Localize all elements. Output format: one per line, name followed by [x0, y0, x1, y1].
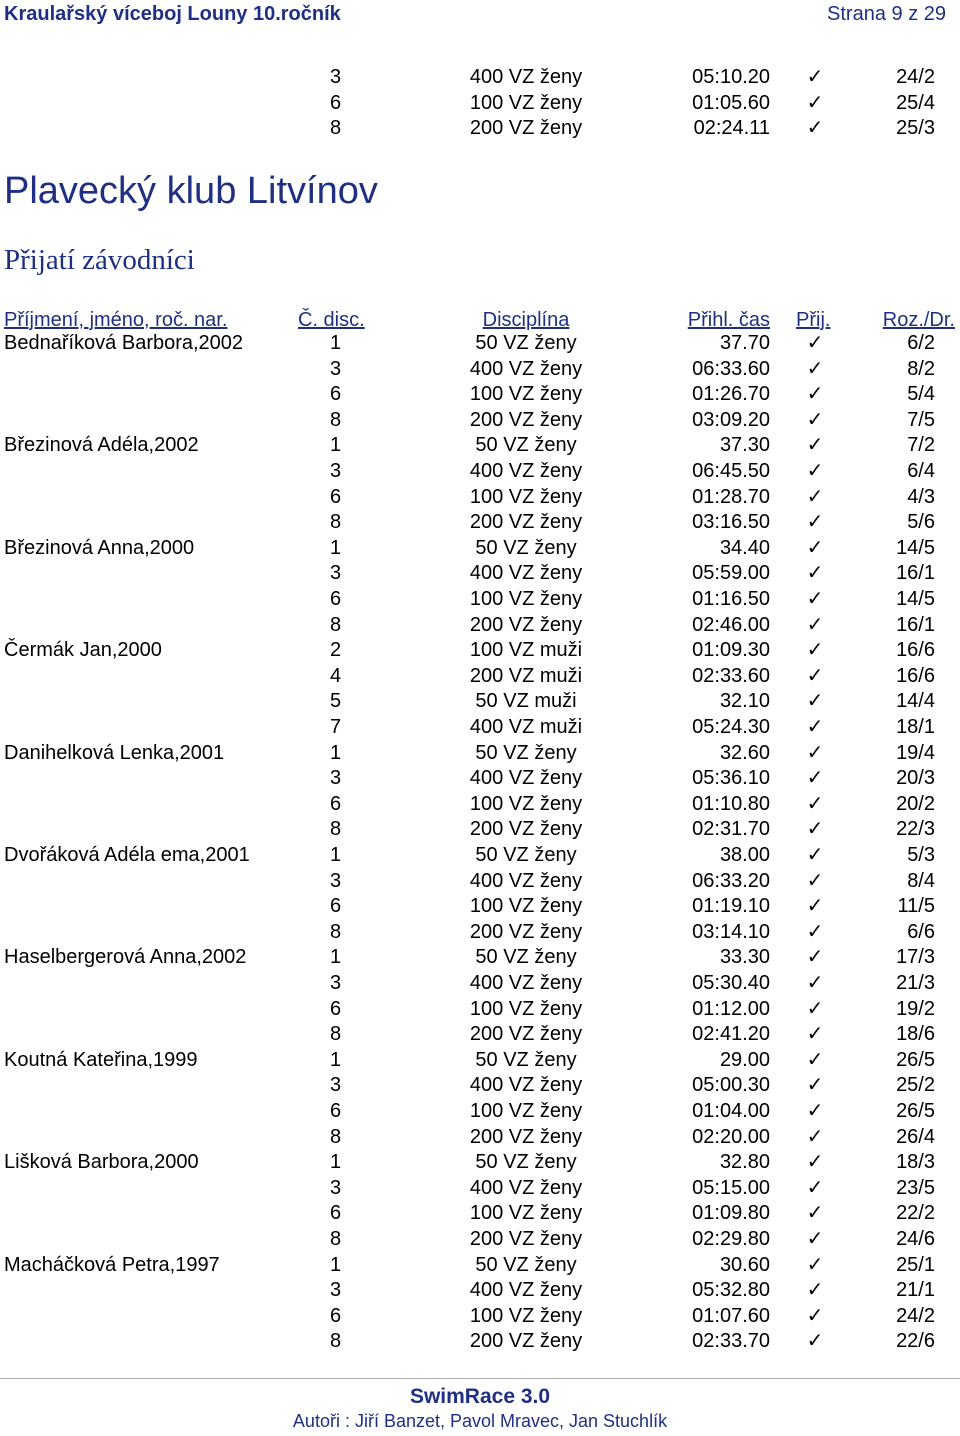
entry-time: 05:59.00: [692, 562, 770, 585]
entry-time: 05:30.40: [692, 972, 770, 994]
accepted-check-icon: ✓: [806, 91, 824, 114]
table-row: [0, 1099, 960, 1125]
heat-lane: 19/2: [896, 997, 935, 1020]
heat-lane: 6/4: [907, 460, 935, 482]
accepted-check-icon: ✓: [806, 664, 824, 687]
discipline-number: 8: [330, 613, 342, 636]
discipline-number: 6: [330, 792, 342, 815]
entry-time: 37.70: [719, 332, 770, 354]
table-row: [0, 357, 960, 383]
discipline-number: 8: [330, 1023, 342, 1046]
discipline-number: 3: [330, 357, 342, 380]
accepted-check-icon: ✓: [806, 357, 824, 380]
accepted-check-icon: ✓: [806, 1074, 824, 1097]
heat-lane: 5/6: [907, 511, 935, 534]
discipline-number: 3: [330, 66, 342, 88]
accepted-check-icon: ✓: [806, 1176, 824, 1199]
entry-time: 01:19.10: [692, 895, 770, 918]
entry-time: 01:12.00: [692, 997, 770, 1020]
entry-time: 02:29.80: [692, 1228, 770, 1250]
entry-time: 01:16.50: [692, 588, 770, 610]
table-row: [0, 561, 960, 587]
entry-time: 05:00.30: [692, 1074, 770, 1097]
accepted-check-icon: ✓: [806, 1048, 824, 1071]
table-row: [0, 638, 960, 664]
discipline: 100 VZ ženy: [469, 895, 583, 918]
heat-lane: 8/4: [907, 869, 935, 892]
discipline: 50 VZ ženy: [475, 536, 577, 559]
table-row: [0, 920, 960, 946]
accepted-check-icon: ✓: [806, 792, 824, 815]
table-row: [0, 408, 960, 434]
table-row: [0, 536, 960, 562]
entry-time: 05:36.10: [692, 767, 770, 790]
table-row: [0, 510, 960, 536]
heat-lane: 22/3: [896, 818, 935, 841]
accepted-check-icon: ✓: [806, 1304, 824, 1327]
heat-lane: 16/6: [896, 639, 935, 662]
discipline: 400 VZ ženy: [469, 1176, 583, 1199]
entry-time: 01:09.80: [692, 1202, 770, 1225]
entry-time: 38.00: [719, 844, 770, 866]
discipline-number: 3: [330, 562, 342, 585]
accepted-check-icon: ✓: [806, 460, 824, 482]
discipline-number: 3: [330, 869, 342, 892]
discipline: 400 VZ ženy: [469, 66, 583, 88]
heat-lane: 21/3: [896, 972, 935, 994]
accepted-check-icon: ✓: [806, 997, 824, 1020]
table-row: [0, 331, 960, 357]
table-row: [0, 613, 960, 639]
discipline-number: 8: [330, 920, 342, 943]
heat-lane: 26/5: [896, 1048, 935, 1071]
discipline-number: 7: [330, 716, 342, 738]
heat-lane: 16/6: [896, 664, 935, 687]
accepted-check-icon: ✓: [806, 818, 824, 841]
swimmer-name: Danihelková Lenka,2001: [4, 741, 225, 764]
discipline: 50 VZ ženy: [475, 946, 577, 969]
discipline-number: 5: [330, 690, 342, 713]
heat-lane: 16/1: [896, 613, 935, 636]
discipline: 200 VZ ženy: [469, 511, 583, 534]
table-row: [0, 997, 960, 1023]
discipline-number: 1: [330, 536, 342, 559]
heat-lane: 24/2: [896, 1304, 935, 1327]
discipline-number: 8: [330, 818, 342, 841]
accepted-check-icon: ✓: [806, 485, 824, 508]
accepted-check-icon: ✓: [806, 767, 824, 790]
accepted-check-icon: ✓: [806, 1253, 824, 1276]
discipline: 200 VZ ženy: [469, 1125, 583, 1148]
discipline: 50 VZ ženy: [475, 434, 577, 457]
discipline: 200 VZ ženy: [469, 1330, 583, 1353]
entry-time: 03:14.10: [692, 920, 770, 943]
accepted-check-icon: ✓: [806, 536, 824, 559]
table-row: [0, 1073, 960, 1099]
discipline: 200 VZ ženy: [469, 818, 583, 841]
accepted-check-icon: ✓: [806, 895, 824, 918]
accepted-check-icon: ✓: [806, 844, 824, 866]
footer-divider: [0, 1378, 960, 1379]
accepted-check-icon: ✓: [806, 66, 824, 88]
discipline-number: 6: [330, 588, 342, 610]
accepted-check-icon: ✓: [806, 511, 824, 534]
table-row: [0, 715, 960, 741]
discipline-number: 2: [330, 639, 342, 662]
entry-time: 02:46.00: [692, 613, 770, 636]
table-row: [0, 433, 960, 459]
entry-time: 01:26.70: [692, 383, 770, 406]
swimmer-name: Lišková Barbora,2000: [4, 1151, 199, 1174]
table-row: [0, 382, 960, 408]
accepted-check-icon: ✓: [806, 690, 824, 713]
page-header: [0, 0, 960, 26]
discipline: 400 VZ ženy: [469, 562, 583, 585]
heat-lane: 24/6: [896, 1228, 935, 1250]
discipline-number: 1: [330, 741, 342, 764]
heat-lane: 19/4: [896, 741, 935, 764]
heat-lane: 6/2: [907, 332, 935, 354]
heat-lane: 4/3: [907, 485, 935, 508]
entry-time: 32.10: [719, 690, 770, 713]
heat-lane: 24/2: [896, 66, 935, 88]
accepted-check-icon: ✓: [806, 562, 824, 585]
entry-time: 33.30: [719, 946, 770, 969]
table-row: [0, 1304, 960, 1330]
entry-time: 32.80: [719, 1151, 770, 1174]
table-row: [0, 689, 960, 715]
table-row: [0, 1022, 960, 1048]
heat-lane: 14/4: [896, 690, 935, 713]
discipline: 100 VZ ženy: [469, 1304, 583, 1327]
discipline-number: 6: [330, 91, 342, 114]
discipline: 200 VZ ženy: [469, 408, 583, 431]
entry-time: 32.60: [719, 741, 770, 764]
heat-lane: 17/3: [896, 946, 935, 969]
discipline-number: 6: [330, 1304, 342, 1327]
heat-lane: 14/5: [896, 536, 935, 559]
swimmer-name: Haselbergerová Anna,2002: [4, 946, 247, 969]
entry-time: 01:09.30: [692, 639, 770, 662]
heat-lane: 23/5: [896, 1176, 935, 1199]
accepted-check-icon: ✓: [806, 716, 824, 738]
heat-lane: 25/1: [896, 1253, 935, 1276]
discipline-number: 4: [330, 664, 342, 687]
discipline: 400 VZ ženy: [469, 972, 583, 994]
heat-lane: 5/4: [907, 383, 935, 406]
entry-time: 01:10.80: [692, 792, 770, 815]
accepted-check-icon: ✓: [806, 1125, 824, 1148]
discipline: 50 VZ ženy: [475, 1151, 577, 1174]
table-row: [0, 1150, 960, 1176]
entry-time: 03:09.20: [692, 408, 770, 431]
table-row: [0, 1048, 960, 1074]
heat-lane: 26/4: [896, 1125, 935, 1148]
document-title: Kraulařský víceboj Louny 10.ročník: [4, 3, 341, 25]
swimmer-name: Dvořáková Adéla ema,2001: [4, 844, 250, 866]
entry-time: 01:05.60: [692, 91, 770, 114]
col-header-heat-lane: Roz./Dr.: [882, 309, 955, 331]
discipline: 100 VZ ženy: [469, 485, 583, 508]
accepted-check-icon: ✓: [806, 613, 824, 636]
discipline: 200 VZ ženy: [469, 613, 583, 636]
discipline-number: 6: [330, 383, 342, 406]
discipline: 400 VZ ženy: [469, 460, 583, 482]
accepted-check-icon: ✓: [806, 1100, 824, 1122]
swimmer-name: Bednaříková Barbora,2002: [4, 332, 244, 354]
table-row: [0, 459, 960, 485]
accepted-check-icon: ✓: [806, 1023, 824, 1046]
swimmer-name: Březinová Adéla,2002: [4, 434, 199, 457]
entry-time: 37.30: [719, 434, 770, 457]
accepted-check-icon: ✓: [806, 1228, 824, 1250]
entry-time: 05:32.80: [692, 1279, 770, 1302]
swimmer-name: Březinová Anna,2000: [4, 536, 195, 559]
accepted-check-icon: ✓: [806, 1279, 824, 1302]
discipline-number: 3: [330, 767, 342, 790]
discipline-number: 3: [330, 460, 342, 482]
accepted-check-icon: ✓: [806, 332, 824, 354]
heat-lane: 14/5: [896, 588, 935, 610]
table-row: [0, 792, 960, 818]
heat-lane: 5/3: [907, 844, 935, 866]
heat-lane: 22/2: [896, 1202, 935, 1225]
accepted-check-icon: ✓: [806, 741, 824, 764]
discipline-number: 3: [330, 1074, 342, 1097]
entry-time: 05:15.00: [692, 1176, 770, 1199]
discipline-number: 8: [330, 1125, 342, 1148]
discipline: 50 VZ ženy: [475, 844, 577, 866]
discipline: 200 VZ ženy: [469, 1023, 583, 1046]
table-row: [0, 1253, 960, 1279]
discipline: 400 VZ ženy: [469, 1279, 583, 1302]
discipline-number: 1: [330, 1048, 342, 1071]
table-row: [0, 116, 960, 142]
table-row: [0, 843, 960, 869]
heat-lane: 20/2: [896, 792, 935, 815]
entry-time: 02:31.70: [692, 818, 770, 841]
accepted-check-icon: ✓: [806, 117, 824, 140]
page-number: Strana 9 z 29: [827, 3, 946, 25]
accepted-check-icon: ✓: [806, 1202, 824, 1225]
entry-time: 30.60: [719, 1253, 770, 1276]
discipline-number: 3: [330, 972, 342, 994]
discipline-number: 8: [330, 1330, 342, 1353]
table-row: [0, 65, 960, 91]
entry-time: 06:33.20: [692, 869, 770, 892]
discipline-number: 1: [330, 946, 342, 969]
heat-lane: 18/6: [896, 1023, 935, 1046]
discipline-number: 3: [330, 1279, 342, 1302]
entry-time: 29.00: [719, 1048, 770, 1071]
entry-time: 02:33.60: [692, 664, 770, 687]
table-row: [0, 741, 960, 767]
table-row: [0, 869, 960, 895]
table-row: [0, 485, 960, 511]
entry-time: 01:28.70: [692, 485, 770, 508]
col-header-discipline: Disciplína: [482, 309, 570, 331]
discipline-number: 6: [330, 997, 342, 1020]
discipline-number: 6: [330, 1202, 342, 1225]
table-row: [0, 1329, 960, 1355]
accepted-check-icon: ✓: [806, 639, 824, 662]
discipline: 100 VZ ženy: [469, 1100, 583, 1122]
table-row: [0, 1278, 960, 1304]
discipline: 200 VZ muži: [469, 664, 583, 687]
discipline: 50 VZ ženy: [475, 1048, 577, 1071]
entry-time: 05:24.30: [692, 716, 770, 738]
entry-time: 01:04.00: [692, 1100, 770, 1122]
discipline-number: 1: [330, 844, 342, 866]
discipline-number: 1: [330, 332, 342, 354]
accepted-check-icon: ✓: [806, 869, 824, 892]
discipline: 400 VZ ženy: [469, 1074, 583, 1097]
discipline: 200 VZ ženy: [469, 117, 583, 140]
discipline: 100 VZ ženy: [469, 792, 583, 815]
column-headers: [0, 307, 960, 333]
discipline-number: 1: [330, 434, 342, 457]
discipline: 100 VZ muži: [469, 639, 583, 662]
table-row: [0, 894, 960, 920]
discipline: 100 VZ ženy: [469, 383, 583, 406]
col-header-disc-number: Č. disc.: [298, 309, 365, 331]
table-row: [0, 1227, 960, 1253]
discipline: 400 VZ ženy: [469, 767, 583, 790]
accepted-check-icon: ✓: [806, 946, 824, 969]
table-row: [0, 91, 960, 117]
table-row: [0, 817, 960, 843]
discipline-number: 3: [330, 1176, 342, 1199]
accepted-check-icon: ✓: [806, 1330, 824, 1353]
heat-lane: 21/1: [896, 1279, 935, 1302]
table-row: [0, 587, 960, 613]
discipline: 50 VZ ženy: [475, 1253, 577, 1276]
entry-time: 05:10.20: [692, 66, 770, 88]
heat-lane: 16/1: [896, 562, 935, 585]
discipline: 400 VZ ženy: [469, 357, 583, 380]
discipline-number: 8: [330, 117, 342, 140]
entry-time: 02:20.00: [692, 1125, 770, 1148]
discipline: 100 VZ ženy: [469, 1202, 583, 1225]
accepted-check-icon: ✓: [806, 972, 824, 994]
entry-time: 06:45.50: [692, 460, 770, 482]
discipline-number: 6: [330, 1100, 342, 1122]
discipline: 50 VZ muži: [475, 690, 577, 713]
discipline-number: 6: [330, 485, 342, 508]
discipline-number: 1: [330, 1253, 342, 1276]
discipline: 400 VZ ženy: [469, 869, 583, 892]
accepted-check-icon: ✓: [806, 588, 824, 610]
col-header-accepted: Přij.: [796, 309, 831, 331]
heat-lane: 18/1: [896, 716, 935, 738]
heat-lane: 7/2: [907, 434, 935, 457]
swimmer-name: Koutná Kateřina,1999: [4, 1048, 198, 1071]
discipline: 400 VZ muži: [469, 716, 583, 738]
table-row: [0, 766, 960, 792]
table-row: [0, 945, 960, 971]
heat-lane: 25/4: [896, 91, 935, 114]
heat-lane: 6/6: [907, 920, 935, 943]
entry-time: 01:07.60: [692, 1304, 770, 1327]
heat-lane: 7/5: [907, 408, 935, 431]
heat-lane: 26/5: [896, 1100, 935, 1122]
discipline-number: 8: [330, 408, 342, 431]
footer-app-name: SwimRace 3.0: [409, 1385, 551, 1408]
accepted-check-icon: ✓: [806, 920, 824, 943]
swimmer-name: Čermák Jan,2000: [4, 639, 162, 662]
entry-time: 03:16.50: [692, 511, 770, 534]
accepted-check-icon: ✓: [806, 434, 824, 457]
discipline-number: 6: [330, 895, 342, 918]
discipline: 200 VZ ženy: [469, 1228, 583, 1250]
footer-authors: Autoři : Jiří Banzet, Pavol Mravec, Jan Stuchlík: [292, 1411, 668, 1431]
accepted-check-icon: ✓: [806, 408, 824, 431]
discipline: 50 VZ ženy: [475, 332, 577, 354]
heat-lane: 22/6: [896, 1330, 935, 1353]
table-row: [0, 664, 960, 690]
entry-time: 02:24.11: [693, 117, 770, 140]
accepted-check-icon: ✓: [806, 383, 824, 406]
swimmer-name: Macháčková Petra,1997: [4, 1253, 220, 1276]
table-row: [0, 1201, 960, 1227]
discipline: 200 VZ ženy: [469, 920, 583, 943]
club-name: Plavecký klub Litvínov: [4, 170, 378, 212]
entry-time: 02:41.20: [692, 1023, 770, 1046]
table-row: [0, 1176, 960, 1202]
heat-lane: 8/2: [907, 357, 935, 380]
entry-time: 34.40: [719, 536, 770, 559]
discipline: 50 VZ ženy: [475, 741, 577, 764]
heat-lane: 11/5: [897, 895, 935, 918]
col-header-entry-time: Přihl. čas: [687, 309, 770, 331]
heat-lane: 25/2: [896, 1074, 935, 1097]
heat-lane: 25/3: [896, 117, 935, 140]
heat-lane: 18/3: [896, 1151, 935, 1174]
discipline: 100 VZ ženy: [469, 997, 583, 1020]
discipline: 100 VZ ženy: [469, 91, 583, 114]
discipline-number: 8: [330, 1228, 342, 1250]
section-subtitle: Přijatí závodníci: [4, 244, 195, 276]
accepted-check-icon: ✓: [806, 1151, 824, 1174]
table-row: [0, 1125, 960, 1151]
table-row: [0, 971, 960, 997]
discipline: 100 VZ ženy: [469, 588, 583, 610]
heat-lane: 20/3: [896, 767, 935, 790]
discipline-number: 8: [330, 511, 342, 534]
entry-time: 06:33.60: [692, 357, 770, 380]
discipline-number: 1: [330, 1151, 342, 1174]
entry-time: 02:33.70: [692, 1330, 770, 1353]
col-header-name: Příjmení, jméno, roč. nar.: [4, 309, 228, 331]
